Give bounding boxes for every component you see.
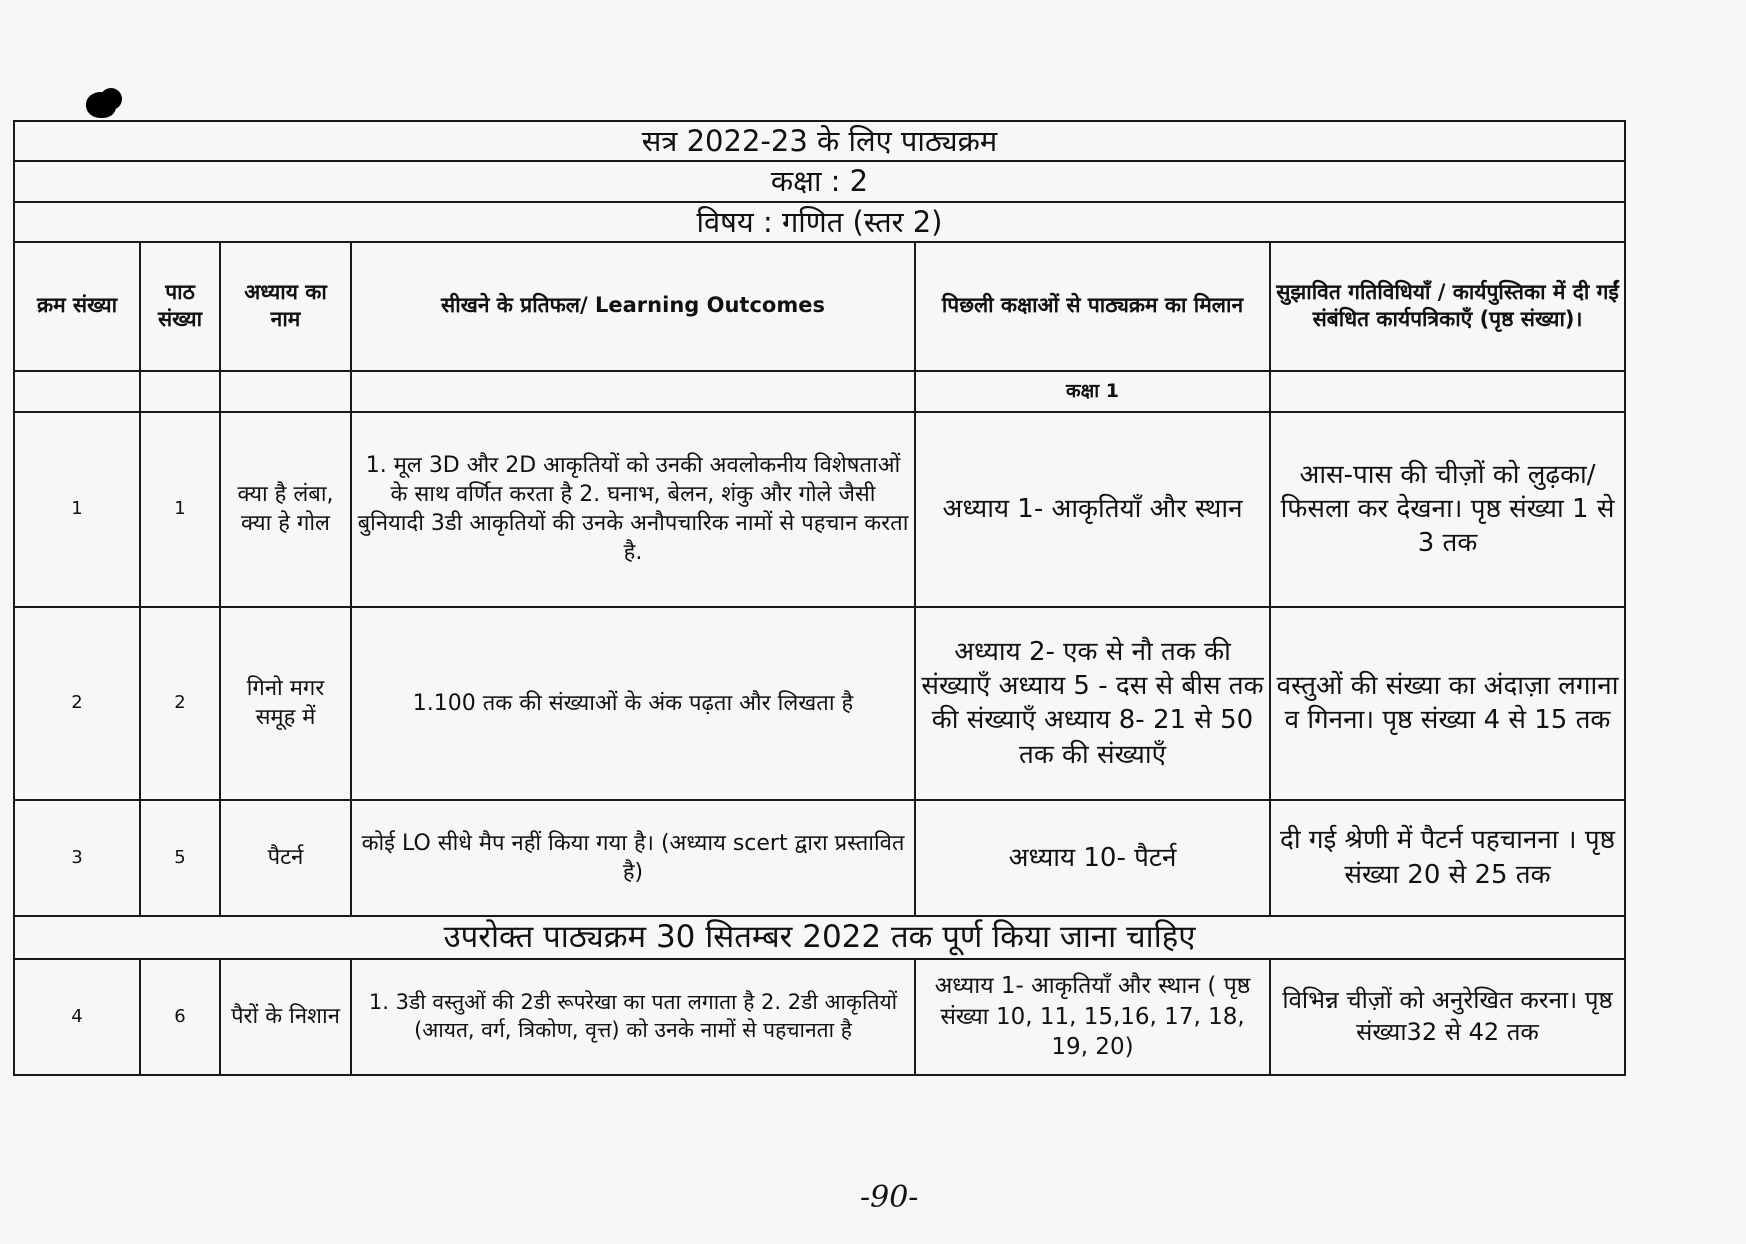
completion-notice: उपरोक्त पाठ्यक्रम 30 सितम्बर 2022 तक पूर्ण किया जाना चाहिए xyxy=(14,916,1625,959)
serial-number: 3 xyxy=(14,800,140,916)
table-row xyxy=(14,800,1625,916)
suggested-activities: विभिन्न चीज़ों को अनुरेखित करना। पृष्ठ संख्या32 से 42 तक xyxy=(1270,959,1625,1075)
table-row xyxy=(14,412,1625,607)
chapter-name: क्या है लंबा, क्या हे गोल xyxy=(220,412,351,607)
serial-number: 4 xyxy=(14,959,140,1075)
serial-number: 2 xyxy=(14,607,140,800)
col-header-chapter: अध्याय का नाम xyxy=(220,242,351,371)
previous-mapping: अध्याय 1- आकृतियाँ और स्थान ( पृष्ठ संख्या 10, 11, 15,16, 17, 18, 19, 20) xyxy=(915,959,1270,1075)
learning-outcomes: 1. 3डी वस्तुओं की 2डी रूपरेखा का पता लगाता है 2. 2डी आकृतियों (आयत, वर्ग, त्रिकोण, वृत्त) को उनके नामों से पहचानता है xyxy=(351,959,915,1075)
serial-number: 1 xyxy=(14,412,140,607)
session-title: सत्र 2022-23 के लिए पाठ्यक्रम xyxy=(14,121,1625,161)
syllabus-table xyxy=(13,120,1626,1076)
previous-mapping: अध्याय 2- एक से नौ तक की संख्याएँ अध्याय 5 - दस से बीस तक की संख्याएँ अध्याय 8- 21 से 50 तक की संख्याएँ xyxy=(915,607,1270,800)
lesson-number: 1 xyxy=(140,412,220,607)
table-row xyxy=(14,959,1625,1075)
previous-mapping: अध्याय 10- पैटर्न xyxy=(915,800,1270,916)
ink-blot xyxy=(86,92,116,118)
column-header-row xyxy=(14,242,1625,371)
previous-class-label: कक्षा 1 xyxy=(915,371,1270,412)
col-header-activities: सुझावित गतिविधियाँ / कार्यपुस्तिका में दी गईं संबंधित कार्यपत्रिकाएँ (पृष्ठ संख्या)। xyxy=(1270,242,1625,371)
lesson-number: 2 xyxy=(140,607,220,800)
col-header-lesson: पाठ संख्या xyxy=(140,242,220,371)
lesson-number: 6 xyxy=(140,959,220,1075)
previous-mapping: अध्याय 1- आकृतियाँ और स्थान xyxy=(915,412,1270,607)
col-header-outcomes: सीखने के प्रतिफल/ Learning Outcomes xyxy=(351,242,915,371)
learning-outcomes: कोई LO सीधे मैप नहीं किया गया है। (अध्याय scert द्वारा प्रस्तावित है) xyxy=(351,800,915,916)
col-header-serial: क्रम संख्या xyxy=(14,242,140,371)
suggested-activities: आस-पास की चीज़ों को लुढ़का/ फिसला कर देखना। पृष्ठ संख्या 1 से 3 तक xyxy=(1270,412,1625,607)
class-title: कक्षा : 2 xyxy=(14,161,1625,201)
chapter-name: पैटर्न xyxy=(220,800,351,916)
lesson-number: 5 xyxy=(140,800,220,916)
col-header-mapping: पिछली कक्षाओं से पाठ्यक्रम का मिलान xyxy=(915,242,1270,371)
subject-title: विषय : गणित (स्तर 2) xyxy=(14,202,1625,242)
suggested-activities: वस्तुओं की संख्या का अंदाज़ा लगाना व गिनना। पृष्ठ संख्या 4 से 15 तक xyxy=(1270,607,1625,800)
chapter-name: गिनो मगर समूह में xyxy=(220,607,351,800)
page-number: -90- xyxy=(860,1180,919,1215)
chapter-name: पैरों के निशान xyxy=(220,959,351,1075)
table-row xyxy=(14,607,1625,800)
learning-outcomes: 1.100 तक की संख्याओं के अंक पढ़ता और लिखता है xyxy=(351,607,915,800)
suggested-activities: दी गई श्रेणी में पैटर्न पहचानना । पृष्ठ संख्या 20 से 25 तक xyxy=(1270,800,1625,916)
subheader-row xyxy=(14,371,1625,412)
learning-outcomes: 1. मूल 3D और 2D आकृतियों को उनकी अवलोकनीय विशेषताओं के साथ वर्णित करता है 2. घनाभ, बेलन, शंकु और गोले जैसी बुनियादी 3डी आकृतियों की उनके अनौपचारिक नामों से पहचान करता है. xyxy=(351,412,915,607)
